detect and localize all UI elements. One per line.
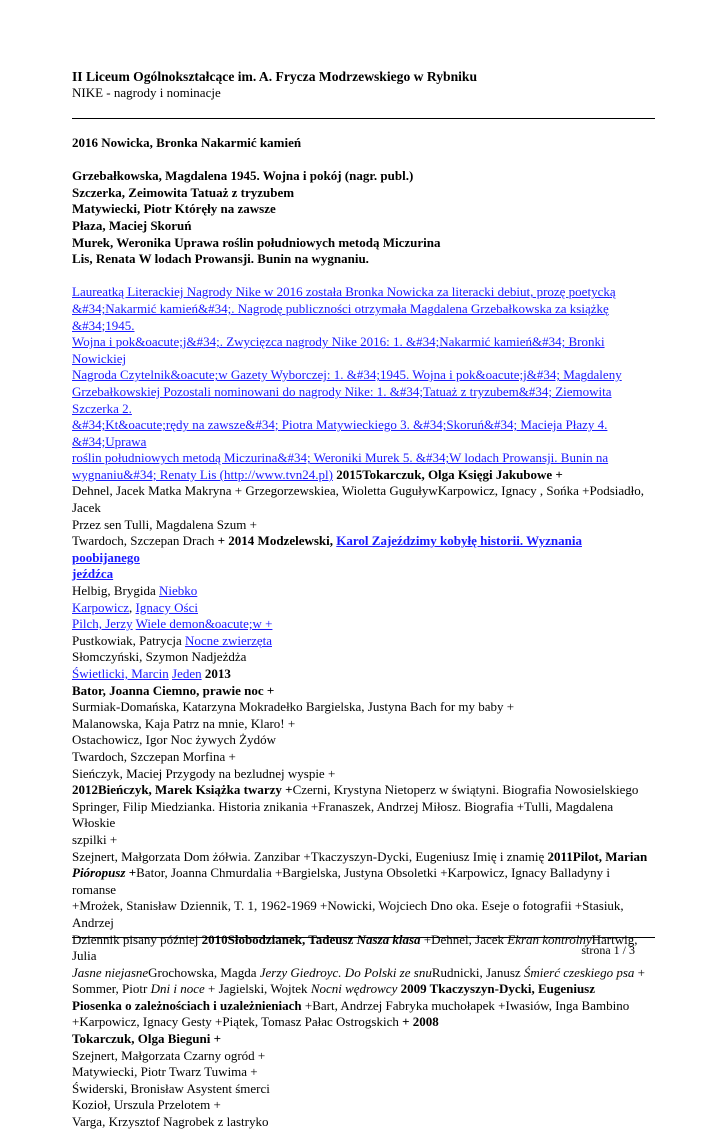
winner-2016: 2016 Nowicka, Bronka Nakarmić kamień [72,135,302,150]
karol-link-cont[interactable]: jeźdźca [72,566,114,582]
text-run: + [634,964,645,980]
link-text-line[interactable]: roślin południowych metodą Miczurina&#34; Weroniki Murek 5. &#34;W lodach Prowansji. Bunin na [72,450,609,466]
text-line [72,865,652,898]
text-line: Surmiak-Domańska, Katarzyna Mokradełko Bargielska, Justyna Bach for my baby + [72,699,515,715]
winner-2012: 2012Bieńczyk, Marek Książka twarzy + [72,782,293,798]
text-line: Varga, Krzysztof Nagrobek z lastryko [72,1114,269,1130]
karpowicz-link[interactable]: Karpowicz [72,599,130,615]
text-line: Świderski, Bronisław Asystent śmerci [72,1080,270,1096]
niebko-link[interactable]: Niebko [159,583,198,599]
text-run: Hartwig, Julia [72,931,638,964]
title-run: Jasne niejasne [72,964,149,980]
text-run: +Karpowicz, Ignacy Gesty +Piątek, Tomasz Pałac Ostrogskich [72,1014,403,1030]
nominee-line: Płaza, Maciej Skoruń [72,217,192,233]
text-run: Dziennik pisany później [72,931,202,947]
winner-2014: + 2014 Modzelewski, [217,533,337,549]
tvn24-link-block[interactable] [72,284,652,483]
spacer [72,268,652,285]
twardoch-line [72,533,652,566]
winner-2008: Tokarczuk, Olga Bieguni + [72,1031,221,1047]
year-2008: + 2008 [402,1014,439,1030]
document-body [72,135,652,1131]
text-run: Czerni, Krystyna Nietoperz w świątyni. Biografia Nowosielskiego [292,782,639,798]
title-run: Nocni wędrowcy [310,981,398,997]
document-header [72,68,652,101]
nominee-line: Murek, Weronika Uprawa roślin południowych metodą Miczurina [72,234,441,250]
swietlicki-line [72,666,652,683]
text-line: szpilki + [72,831,118,847]
text-line: Szejnert, Małgorzata Czarny ogród + [72,1047,266,1063]
text-line: Słomczyński, Szymon Nadjeżdża [72,649,247,665]
winner-2009: 2009 Tkaczyszyn-Dycki, Eugeniusz [397,981,596,997]
helbig-line [72,583,652,600]
text-run: Bator, Joanna Chmurdalia +Bargielska, Justyna Obsoletki +Karpowicz, Ignacy Balladyny i romanse [72,865,610,897]
pilch-link[interactable]: Pilch, Jerzy [72,616,133,632]
page-number: strona 1 / 3 [581,943,635,957]
year-2013: 2013 [201,666,231,681]
text-run: + [125,865,137,881]
text-line [72,566,652,583]
text-line: Ostachowicz, Igor Noc żywych Żydów [72,732,276,748]
wiele-demonow-link[interactable]: Wiele demon&oacute;w + [135,616,273,632]
winner-2011: 2011Pilot, Marian [547,848,648,864]
nocne-zwierzeta-link[interactable]: Nocne zwierzęta [185,632,272,648]
text-line: +Mrożek, Stanisław Dziennik, T. 1, 1962-1969 +Nowicki, Wojciech Dno oka. Eseje o fotografii +Stasiuk, Andrzej [72,898,624,930]
karol-link[interactable]: Karol Zajeździmy kobyłę historii. Wyznania poobijanego [72,533,582,565]
nominee-line: Grzebałkowska, Magdalena 1945. Wojna i pokój (nagr. publ.) [72,168,414,184]
title-run: Jerzy Giedroyc. Do Polski ze snu [259,964,432,980]
text-run: +Dehnel, Jacek [420,931,508,947]
line-2008 [72,1014,652,1031]
text-line: Dehnel, Jacek Matka Makryna + Grzegorzewskiea, Wioletta GuguływKarpowicz, Ignacy , Sońka +Podsiadło, Jacek [72,483,645,516]
title-ekran: Ekran kontrolny [507,931,592,947]
text-run: Pustkowiak, Patrycja [72,632,186,648]
text-line: Przez sen Tulli, Magdalena Szum + [72,516,257,532]
text-line [72,998,652,1015]
link-text-end[interactable]: wygnaniu&#34; Renaty Lis (http://www.tvn24.pl) [72,466,333,482]
text-line: Kozioł, Urszula Przelotem + [72,1097,221,1113]
nominee-line: Lis, Renata W lodach Prowansji. Bunin na wygnaniu. [72,251,369,267]
pustkowiak-line [72,633,652,650]
nominee-line: Matywiecki, Piotr Któręły na zawsze [72,201,276,217]
line-2011 [72,849,652,866]
winner-2015: 2015Tokarczuk, Olga Księgi Jakubowe + [332,466,563,482]
text-line: Malanowska, Kaja Patrz na mnie, Klaro! + [72,715,296,731]
swietlicki-link[interactable]: Świetlicki, Marcin [72,666,169,681]
winner-2010: 2010Słobodzianek, Tadeusz [201,931,357,947]
link-text-line[interactable]: &#34;Kt&oacute;rędy na zawsze&#34; Piotra Matywieckiego 3. &#34;Skoruń&#34; Macieja Płazy 4. &#34;Uprawa [72,417,608,449]
text-run: +Bart, Andrzej Fabryka muchołapek +Iwasiów, Inga Bambino [301,997,630,1013]
text-line: Springer, Filip Miedzianka. Historia znikania +Franaszek, Andrzej Miłosz. Biografia +Tulli, Magdalena Włoskie [72,798,614,831]
title-run: Piosenka o zależnościach i uzależnieniach [72,997,302,1013]
link-text-line[interactable]: &#34;Nakarmić kamień&#34;. Nagrodę publiczności otrzymała Magdalena Grzebałkowska za książkę &#34;1945. [72,300,609,333]
winner-2013: Bator, Joanna Ciemno, prawie noc + [72,682,275,698]
text-run: Sommer, Piotr [72,981,151,997]
text-run: Szejnert, Małgorzata Dom żółwia. Zanzibar +Tkaczyszyn-Dycki, Eugeniusz Imię i znamię [72,848,548,864]
title-piropusz: Pióropusz [72,865,126,881]
text-line: Sieńczyk, Maciej Przygody na bezludnej wyspie + [72,765,336,781]
nominee-line: Szczerka, Zeimowita Tatuaż z tryzubem [72,184,295,200]
karpowicz-line [72,600,652,617]
text-line [72,965,652,982]
text-run: + Jagielski, Wojtek [204,981,311,997]
title-nasza-klasa: Nasza klasa [356,931,421,947]
link-last-line [72,467,652,484]
link-text-line[interactable]: Nagroda Czytelnik&oacute;w Gazety Wyborczej: 1. &#34;1945. Wojna i pok&oacute;j&#34; Magdaleny [72,367,622,383]
link-text-line[interactable]: Grzebałkowskiej Pozostali nominowani do nagrody Nike: 1. &#34;Tatuaż z tryzubem&#34; Ziemowita Szczerka 2. [72,383,612,416]
text-line: Twardoch, Szczepan Morfina + [72,748,236,764]
text-run: , [129,599,136,615]
header-divider [72,118,655,119]
link-text-line[interactable]: Wojna i pok&oacute;j&#34;. Zwycięzca nagrody Nike 2016: 1. &#34;Nakarmić kamień&#34; Bronki Nowickiej [72,334,605,366]
title-run: Dni i noce [150,981,205,997]
line-2009 [72,981,652,998]
text-line: Matywiecki, Piotr Twarz Tuwima + [72,1064,258,1080]
text-run: Rudnicki, Janusz [431,964,524,980]
text-run: Twardoch, Szczepan Drach [72,533,218,549]
text-run: Grochowska, Magda [148,964,260,980]
text-run: Helbig, Brygida [72,583,160,599]
osci-link[interactable]: Ignacy Ości [135,599,198,615]
jeden-link[interactable]: Jeden [172,666,202,681]
school-name: II Liceum Ogólnokształcące im. A. Frycza Modrzewskiego w Rybniku [72,69,478,84]
title-run: Śmierć czeskiego psa [523,964,635,980]
pilch-line [72,616,652,633]
link-text-line[interactable]: Laureatką Literackiej Nagrody Nike w 2016 została Bronka Nowicka za literacki debiut, prozę poetycką [72,284,616,300]
document-subtitle: NIKE - nagrody i nominacje [72,85,221,100]
footer-divider [72,937,655,938]
line-2012 [72,782,652,799]
spacer [72,152,652,169]
